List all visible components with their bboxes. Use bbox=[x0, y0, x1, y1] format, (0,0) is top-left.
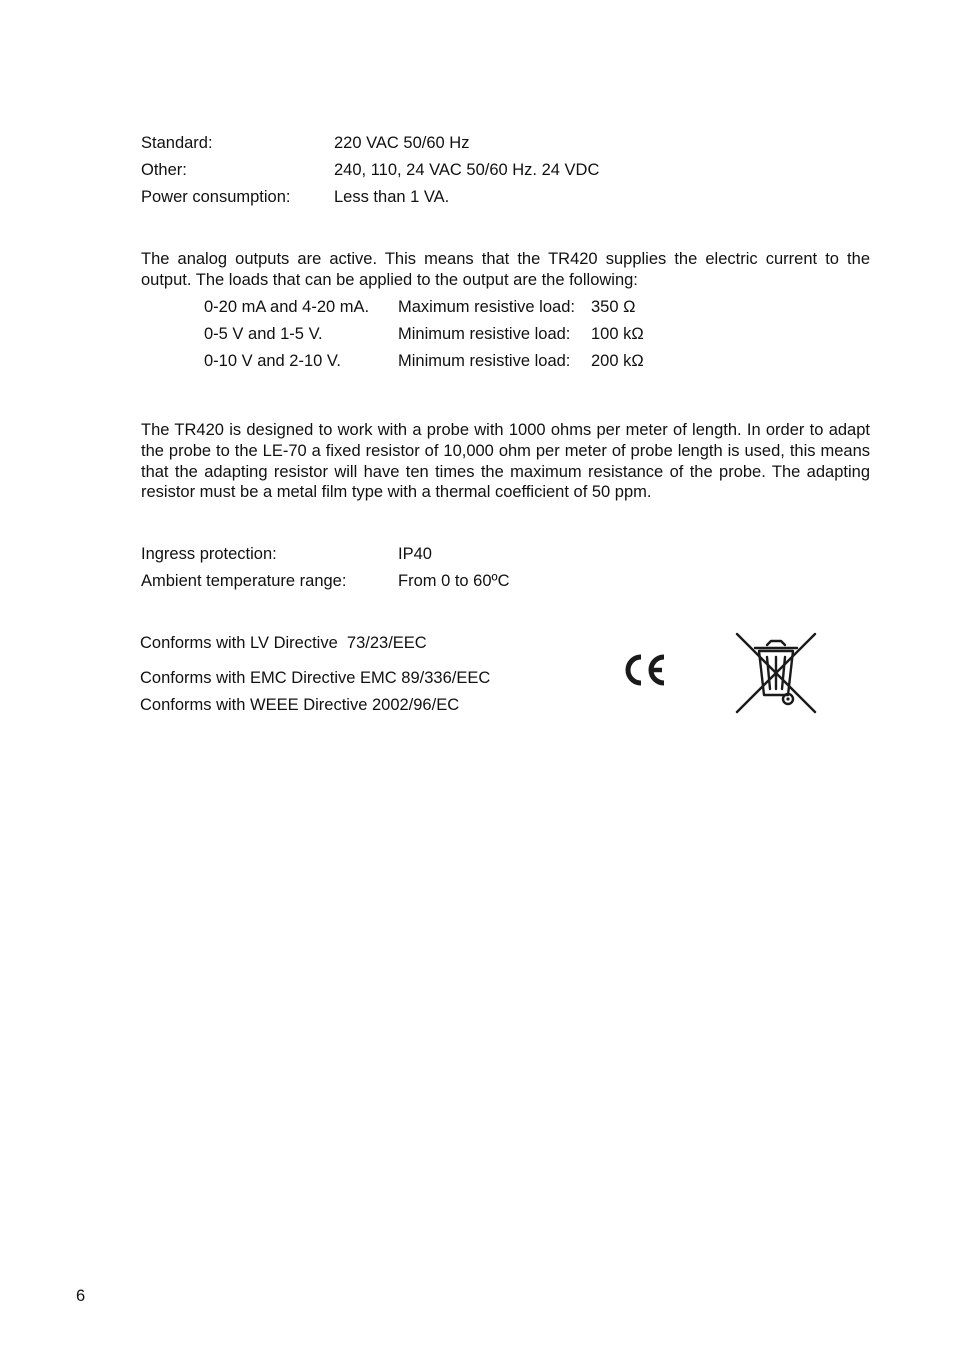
probe-paragraph: The TR420 is designed to work with a probe with 1000 ohms per meter of length. In order to adapt the probe to the LE-70 a fixed resistor of 10,000 ohm per meter of probe length is used, this means that the adapting resistor will have ten times the maximum resistance of the probe. The adapting resistor must be a metal film type with a thermal coefficient of 50 ppm. bbox=[141, 421, 870, 502]
crossed-out-wheelie-bin-icon bbox=[734, 631, 818, 715]
output-range: 0-20 mA and 4-20 mA. bbox=[204, 298, 370, 316]
spec-value: IP40 bbox=[398, 545, 432, 563]
output-range: 0-10 V and 2-10 V. bbox=[204, 352, 341, 370]
output-load-label: Minimum resistive load: bbox=[398, 325, 571, 343]
conformity-line: Conforms with WEEE Directive 2002/96/EC bbox=[140, 696, 460, 714]
output-load-value: 200 kΩ bbox=[591, 352, 644, 370]
output-range: 0-5 V and 1-5 V. bbox=[204, 325, 323, 343]
spec-label: Power consumption: bbox=[141, 188, 291, 206]
spec-label: Other: bbox=[141, 161, 187, 179]
conformity-line: Conforms with EMC Directive EMC 89/336/EEC bbox=[140, 669, 491, 687]
spec-label: Ambient temperature range: bbox=[141, 572, 347, 590]
page-number: 6 bbox=[76, 1287, 86, 1305]
spec-label: Standard: bbox=[141, 134, 213, 152]
spec-value: 220 VAC 50/60 Hz bbox=[334, 134, 470, 152]
conformity-line: Conforms with LV Directive 73/23/EEC bbox=[140, 634, 427, 652]
spec-value: 240, 110, 24 VAC 50/60 Hz. 24 VDC bbox=[334, 161, 600, 179]
output-load-value: 100 kΩ bbox=[591, 325, 644, 343]
spec-value: Less than 1 VA. bbox=[334, 188, 450, 206]
spec-label: Ingress protection: bbox=[141, 545, 277, 563]
spec-value: From 0 to 60ºC bbox=[398, 572, 510, 590]
output-load-label: Minimum resistive load: bbox=[398, 352, 571, 370]
ce-mark-icon bbox=[622, 650, 670, 690]
output-load-label: Maximum resistive load: bbox=[398, 298, 575, 316]
analog-outputs-intro: The analog outputs are active. This means that the TR420 supplies the electric current to the output. The loads that can be applied to the output are the following: bbox=[141, 250, 870, 289]
output-load-value: 350 Ω bbox=[591, 298, 636, 316]
